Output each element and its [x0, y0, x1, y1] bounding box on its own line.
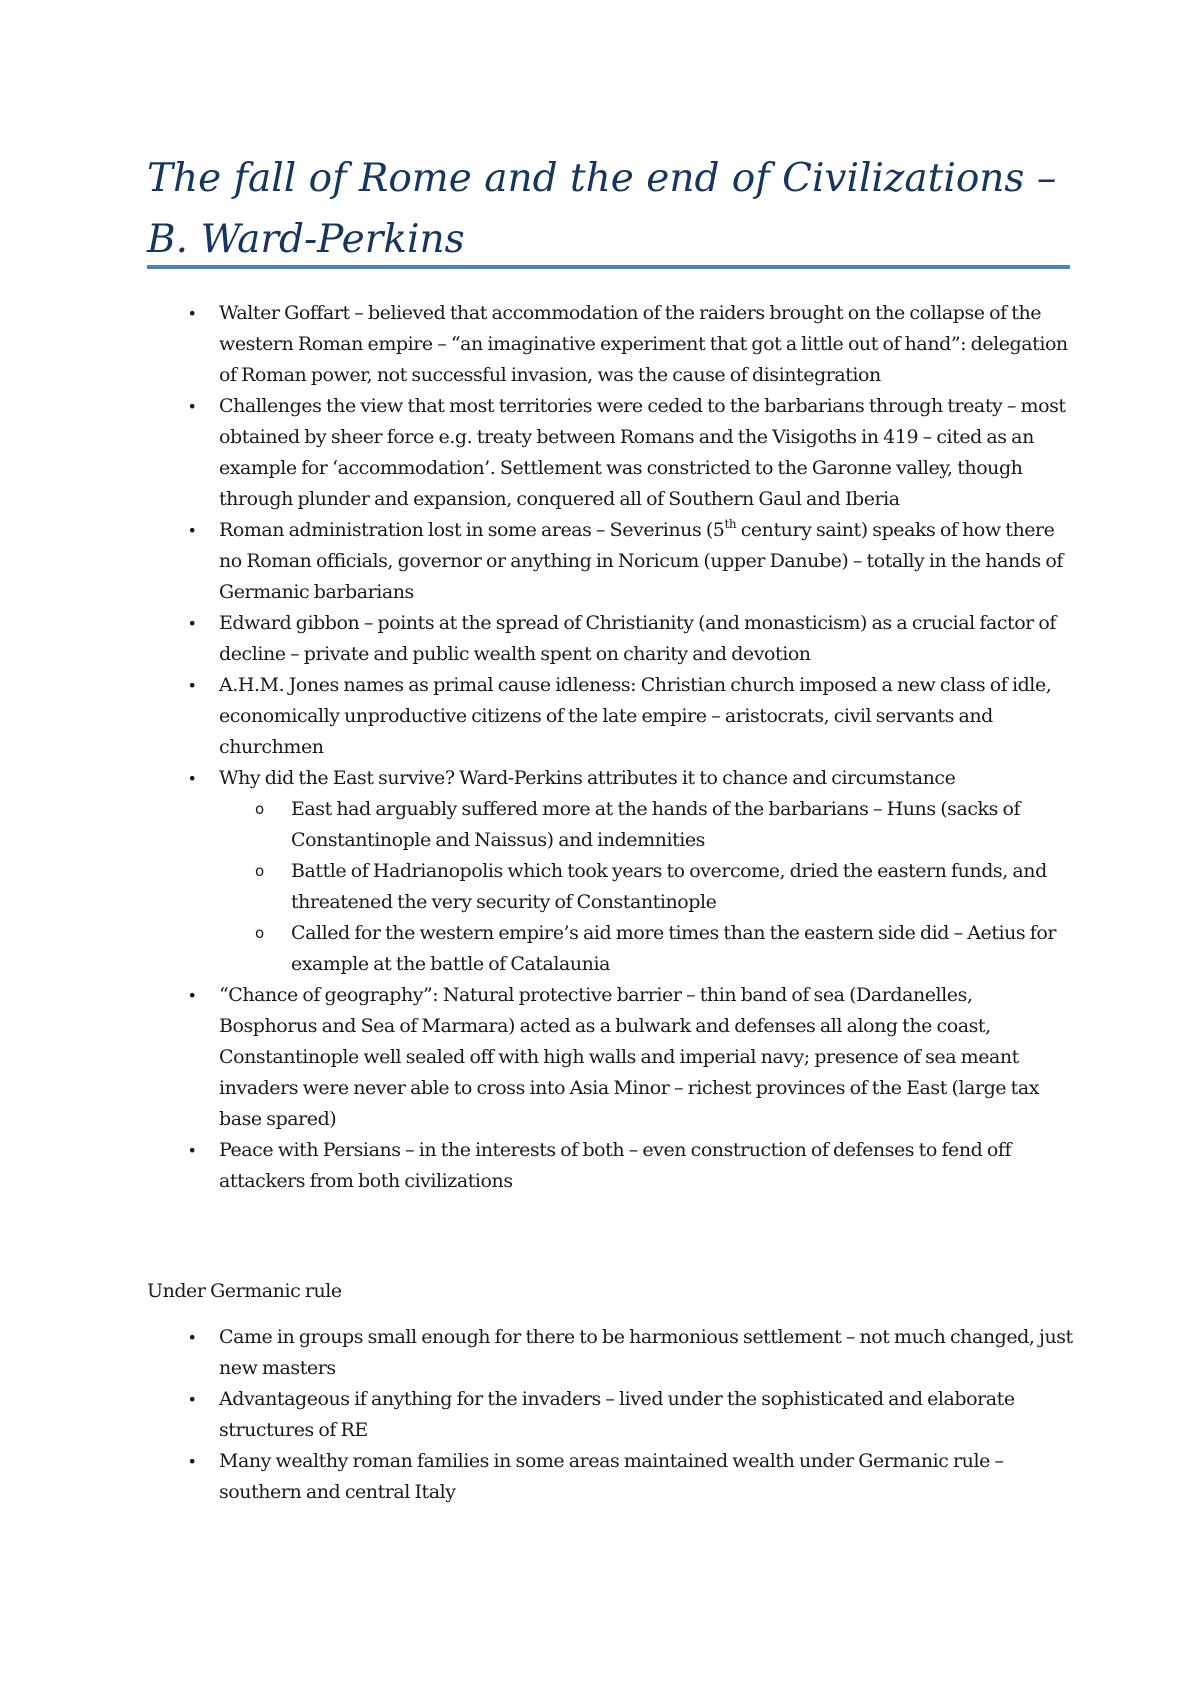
bullet-icon: •: [187, 397, 197, 416]
title-underline: [147, 265, 1070, 269]
superscript: th: [724, 517, 737, 531]
sub-bullet-icon: o: [255, 800, 264, 818]
notes-list: [0, 298, 1080, 1197]
bullet-icon: •: [187, 1452, 197, 1471]
sub-list-item: [255, 794, 1081, 856]
list-item: [0, 515, 1075, 608]
list-item: [0, 1446, 1075, 1508]
bullet-icon: •: [187, 769, 197, 788]
list-item: [0, 391, 1075, 515]
list-item-text: Advantageous if anything for the invaders – lived under the sophisticated and elaborate structures of RE: [219, 1388, 1015, 1441]
list-item: [0, 608, 1075, 670]
germanic-rule-list: [0, 1322, 1080, 1508]
list-item: [0, 763, 1075, 980]
section-heading: Under Germanic rule: [147, 1280, 342, 1302]
sub-list-item: [255, 856, 1081, 918]
list-item-text: Roman administration lost in some areas – Severinus (5th century saint) speaks of how there no Roman officials, governor or anything in Noricum (upper Danube) – totally in the hands of Germanic barbarians: [219, 517, 1063, 603]
bullet-icon: •: [187, 304, 197, 323]
bullet-icon: •: [187, 1141, 197, 1160]
list-item: [0, 1384, 1075, 1446]
sub-list-item-text: Battle of Hadrianopolis which took years to overcome, dried the eastern funds, and threatened the very security of Constantinople: [291, 860, 1047, 913]
list-item: [0, 1322, 1075, 1384]
list-item-text: Edward gibbon – points at the spread of Christianity (and monasticism) as a crucial factor of decline – private and public wealth spent on charity and devotion: [219, 612, 1056, 665]
sub-list-item-text: East had arguably suffered more at the hands of the barbarians – Huns (sacks of Constantinople and Naissus) and indemnities: [291, 798, 1021, 851]
sub-bullet-icon: o: [255, 924, 264, 942]
bullet-icon: •: [187, 614, 197, 633]
list-item-text: “Chance of geography”: Natural protective barrier – thin band of sea (Dardanelles, Bosphorus and Sea of Marmara) acted as a bulwark and defenses all along the coast, Constantinople well sealed off with high walls and imperial navy; presence of sea meant invaders were never able to cross into Asia Minor – richest provinces of the East (large tax base spared): [219, 984, 1040, 1130]
sub-list-item: [255, 918, 1081, 980]
list-item-text: Peace with Persians – in the interests of both – even construction of defenses to fend off attackers from both civilizations: [219, 1139, 1012, 1192]
page-title: The fall of Rome and the end of Civilizations – B. Ward-Perkins: [147, 156, 1057, 262]
list-item-text: Came in groups small enough for there to be harmonious settlement – not much changed, just new masters: [219, 1326, 1073, 1379]
list-item-text: A.H.M. Jones names as primal cause idleness: Christian church imposed a new class of idle, economically unproductive citizens of the late empire – aristocrats, civil servants and churchmen: [219, 674, 1052, 758]
list-item-text: Why did the East survive? Ward-Perkins attributes it to chance and circumstance: [219, 767, 956, 789]
list-item-text: Many wealthy roman families in some areas maintained wealth under Germanic rule – southern and central Italy: [219, 1450, 1004, 1503]
list-item: [0, 1135, 1075, 1197]
sub-list: [219, 794, 1075, 980]
list-item: [0, 670, 1075, 763]
sub-list-item-text: Called for the western empire’s aid more times than the eastern side did – Aetius for example at the battle of Catalaunia: [291, 922, 1057, 975]
list-item-text: Challenges the view that most territories were ceded to the barbarians through treaty – most obtained by sheer force e.g. treaty between Romans and the Visigoths in 419 – cited as an example for ‘accommodation’. Settlement was constricted to the Garonne valley, though through plunder and expansion, conquered all of Southern Gaul and Iberia: [219, 395, 1066, 510]
bullet-icon: •: [187, 1328, 197, 1347]
bullet-icon: •: [187, 1390, 197, 1409]
bullet-icon: •: [187, 986, 197, 1005]
list-item: [0, 980, 1075, 1135]
bullet-icon: •: [187, 521, 197, 540]
bullet-icon: •: [187, 676, 197, 695]
list-item-text: Walter Goffart – believed that accommodation of the raiders brought on the collapse of the western Roman empire – “an imaginative experiment that got a little out of hand”: delegation of Roman power, not successful invasion, was the cause of disintegration: [219, 302, 1068, 386]
list-item: [0, 298, 1075, 391]
sub-bullet-icon: o: [255, 862, 264, 880]
